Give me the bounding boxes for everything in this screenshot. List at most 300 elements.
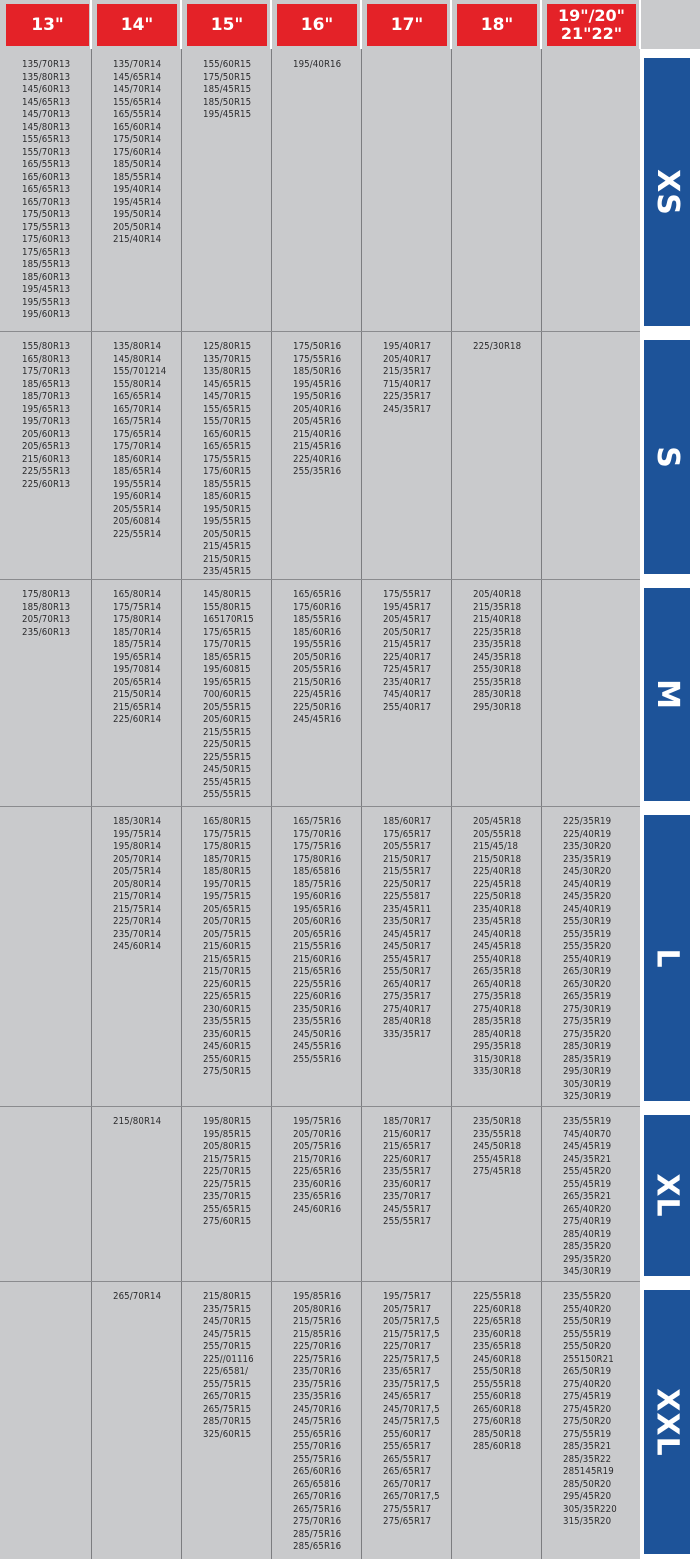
tire-size: 195/65R15 bbox=[203, 676, 252, 688]
header-divider bbox=[270, 0, 272, 49]
tire-size: 205/80R15 bbox=[203, 1141, 252, 1152]
tire-size: 215/60R16 bbox=[293, 953, 342, 965]
tire-size: 195/40R16 bbox=[293, 59, 342, 70]
column-divider bbox=[451, 49, 452, 1559]
tire-size: 225/40R17 bbox=[383, 651, 432, 663]
size-cell bbox=[293, 589, 341, 727]
column-header: 13" bbox=[6, 4, 89, 46]
size-label-text: XXL bbox=[649, 1387, 685, 1457]
tire-size: 185/70R17 bbox=[383, 1116, 432, 1127]
tire-size: 215/75R16 bbox=[293, 1316, 342, 1327]
tire-size: 325/60R15 bbox=[203, 1428, 252, 1440]
tire-size: 245/40R18 bbox=[473, 928, 522, 940]
tire-size: 245/75R16 bbox=[293, 1416, 342, 1427]
tire-size: 255/35R19 bbox=[563, 928, 612, 940]
tire-size: 195/75R17 bbox=[383, 1291, 432, 1302]
tire-size: 215/75R14 bbox=[113, 903, 162, 915]
tire-size: 245/45R18 bbox=[473, 941, 522, 952]
header-divider bbox=[450, 0, 452, 49]
header-divider bbox=[540, 0, 542, 49]
tire-size: 185/30R14 bbox=[113, 816, 162, 827]
tire-size: 245/70R17,5 bbox=[383, 1403, 440, 1415]
tire-size: 225/60R18 bbox=[473, 1303, 522, 1315]
tire-size: 175/50R15 bbox=[203, 71, 252, 83]
column-header: 16" bbox=[277, 4, 357, 46]
tire-size: 255/75R15 bbox=[203, 1378, 252, 1390]
tire-size: 245/75R15 bbox=[203, 1328, 252, 1340]
tire-size: 225/45R18 bbox=[473, 878, 522, 890]
tire-size: 195/75R16 bbox=[293, 1116, 342, 1127]
tire-size: 195/85R15 bbox=[203, 1128, 252, 1140]
size-cell bbox=[563, 1291, 617, 1529]
tire-size: 195/65R16 bbox=[293, 903, 342, 915]
tire-size: 225/75R17,5 bbox=[383, 1353, 440, 1365]
tire-size: 165/75R14 bbox=[113, 416, 162, 427]
tire-size: 285/50R18 bbox=[473, 1428, 522, 1440]
tire-size: 245/55R17 bbox=[383, 1203, 432, 1215]
tire-size: 145/70R13 bbox=[22, 109, 71, 120]
tire-size: 205/45R18 bbox=[473, 816, 522, 827]
size-cell bbox=[22, 589, 70, 639]
tire-size: 155/80R13 bbox=[22, 341, 71, 352]
size-cell bbox=[203, 59, 251, 122]
tire-size: 175/70R13 bbox=[22, 366, 71, 377]
tire-size: 265/35R18 bbox=[473, 966, 522, 977]
tire-size: 235/35R18 bbox=[473, 639, 522, 650]
tire-size: 285/30R18 bbox=[473, 689, 522, 700]
tire-size: 135/70R13 bbox=[22, 59, 71, 70]
tire-size: 255/55R15 bbox=[203, 789, 252, 800]
tire-size: 145/80R13 bbox=[22, 121, 71, 133]
tire-size: 175/70R15 bbox=[203, 639, 252, 650]
tire-size: 205/55R17 bbox=[383, 841, 432, 852]
tire-size: 155/701214 bbox=[113, 366, 167, 377]
tire-size: 175/80R15 bbox=[203, 841, 252, 852]
tire-size: 275/35R19 bbox=[563, 1016, 612, 1027]
tire-size: 255/45R17 bbox=[383, 953, 432, 965]
tire-size: 205/50R15 bbox=[203, 528, 252, 540]
size-cell bbox=[473, 816, 521, 1079]
tire-size: 265/35R21 bbox=[563, 1191, 612, 1202]
tire-size: 275/45R19 bbox=[563, 1391, 612, 1402]
header-divider bbox=[360, 0, 362, 49]
tire-size: 255/50R20 bbox=[563, 1341, 612, 1352]
tire-size: 295/30R18 bbox=[473, 701, 522, 713]
tire-size: 225/60R16 bbox=[293, 991, 342, 1002]
tire-size: 145/65R14 bbox=[113, 71, 162, 83]
tire-size: 255/70R16 bbox=[293, 1441, 342, 1452]
size-cell bbox=[293, 1291, 341, 1554]
tire-size: 215/80R15 bbox=[203, 1291, 252, 1302]
tire-size: 265/75R16 bbox=[293, 1503, 342, 1515]
tire-size: 215/80R14 bbox=[113, 1116, 162, 1127]
size-cell bbox=[473, 341, 521, 354]
tire-size: 215/60R17 bbox=[383, 1128, 432, 1140]
tire-size: 235/60R15 bbox=[203, 1028, 252, 1040]
tire-size: 315/30R18 bbox=[473, 1053, 522, 1065]
tire-size: 205/70R16 bbox=[293, 1128, 342, 1140]
tire-size: 195/55R16 bbox=[293, 639, 342, 650]
tire-size: 235/40R18 bbox=[473, 903, 522, 915]
tire-size: 195/80R15 bbox=[203, 1116, 252, 1127]
tire-size: 175/70R16 bbox=[293, 828, 342, 840]
tire-size: 205/55R18 bbox=[473, 828, 522, 840]
size-cell bbox=[563, 816, 611, 1104]
tire-size: 215/50R14 bbox=[113, 689, 162, 700]
tire-size: 265/50R19 bbox=[563, 1366, 612, 1377]
tire-size: 185/75R16 bbox=[293, 878, 342, 890]
tire-size: 215/55R17 bbox=[383, 866, 432, 877]
tire-size: 255/55R18 bbox=[473, 1378, 522, 1390]
tire-size: 245/50R15 bbox=[203, 764, 252, 775]
size-label-text: L bbox=[649, 947, 685, 969]
tire-size: 205/40R18 bbox=[473, 589, 522, 600]
tire-size: 235/70R14 bbox=[113, 928, 162, 940]
tire-size: 225/65R15 bbox=[203, 991, 252, 1002]
tire-size: 195/50R15 bbox=[203, 503, 252, 515]
tire-size: 275/70R16 bbox=[293, 1516, 342, 1527]
column-header: 19"/20" 21"22" bbox=[547, 4, 636, 46]
tire-size: 145/65R13 bbox=[22, 96, 71, 108]
tire-size: 145/80R14 bbox=[113, 353, 162, 365]
tire-size: 275/55R19 bbox=[563, 1428, 612, 1440]
tire-size: 195/50R16 bbox=[293, 391, 342, 402]
tire-size: 245/55R16 bbox=[293, 1041, 342, 1052]
tire-size: 235/70R16 bbox=[293, 1366, 342, 1377]
tire-size: 245/60R15 bbox=[203, 1041, 252, 1052]
tire-size: 175/75R14 bbox=[113, 601, 162, 613]
tire-size: 165170R15 bbox=[203, 614, 254, 625]
tire-size: 165/65R13 bbox=[22, 184, 71, 195]
tire-size: 215/65R15 bbox=[203, 953, 252, 965]
size-cell bbox=[113, 59, 161, 247]
tire-size: 215/55R16 bbox=[293, 941, 342, 952]
size-cell bbox=[22, 59, 70, 322]
tire-size: 235/60R18 bbox=[473, 1328, 522, 1340]
tire-size: 745/40R70 bbox=[563, 1128, 612, 1140]
tire-size: 205/55R16 bbox=[293, 664, 342, 675]
size-cell bbox=[383, 816, 431, 1041]
tire-size: 195/60R16 bbox=[293, 891, 342, 902]
tire-size: 305/35R220 bbox=[563, 1503, 617, 1515]
tire-size: 275/40R20 bbox=[563, 1378, 612, 1390]
tire-size: 215/55R15 bbox=[203, 726, 252, 738]
size-cell bbox=[113, 589, 161, 727]
tire-size: 215/40R16 bbox=[293, 428, 342, 440]
tire-size: 175/65R15 bbox=[203, 626, 252, 638]
tire-size: 275/60R18 bbox=[473, 1416, 522, 1427]
column-header: 17" bbox=[367, 4, 447, 46]
tire-size: 285/30R19 bbox=[563, 1041, 612, 1052]
tire-size: 215/45R17 bbox=[383, 639, 432, 650]
tire-size: 225/70R17 bbox=[383, 1341, 432, 1352]
column-header: 15" bbox=[187, 4, 267, 46]
tire-size: 235/75R16 bbox=[293, 1378, 342, 1390]
tire-size: 255/40R19 bbox=[563, 953, 612, 965]
tire-size: 315/35R20 bbox=[563, 1516, 612, 1527]
tire-size: 235/55R18 bbox=[473, 1128, 522, 1140]
tire-size: 145/70R15 bbox=[203, 391, 252, 402]
tire-size: 255/70R15 bbox=[203, 1341, 252, 1352]
tire-size: 145/65R15 bbox=[203, 378, 252, 390]
row-divider bbox=[0, 1281, 640, 1282]
size-label bbox=[644, 58, 690, 326]
tire-size: 195/45R15 bbox=[203, 109, 252, 120]
tire-size: 165/60R14 bbox=[113, 121, 162, 133]
tire-size: 225/65R18 bbox=[473, 1316, 522, 1327]
tire-size: 175/60R13 bbox=[22, 234, 71, 245]
size-cell bbox=[293, 1116, 341, 1216]
tire-size: 135/80R13 bbox=[22, 71, 71, 83]
tire-size: 215/70R15 bbox=[203, 966, 252, 977]
tire-size: 175/55R17 bbox=[383, 589, 432, 600]
tire-size: 235/55R17 bbox=[383, 1166, 432, 1177]
tire-size: 225/70R15 bbox=[203, 1166, 252, 1177]
tire-size: 215/65R17 bbox=[383, 1141, 432, 1152]
tire-size: 225/40R16 bbox=[293, 453, 342, 465]
tire-size: 245/70R15 bbox=[203, 1316, 252, 1327]
tire-size: 135/80R15 bbox=[203, 366, 252, 377]
tire-size: 265/60R16 bbox=[293, 1466, 342, 1477]
tire-size: 185/80R13 bbox=[22, 601, 71, 613]
tire-size: 195/65R13 bbox=[22, 403, 71, 415]
tire-size: 215/45R15 bbox=[203, 541, 252, 552]
tire-size: 265/65816 bbox=[293, 1478, 341, 1490]
tire-size: 265/70R17 bbox=[383, 1478, 432, 1490]
tire-size: 225/55R15 bbox=[203, 751, 252, 763]
tire-size: 285/40R19 bbox=[563, 1228, 612, 1240]
tire-size: 225/60R15 bbox=[203, 978, 252, 990]
tire-size: 275/60R15 bbox=[203, 1216, 252, 1227]
tire-size: 255/55R17 bbox=[383, 1216, 432, 1227]
tire-size: 165/55R14 bbox=[113, 109, 162, 120]
tire-size: 195/80R14 bbox=[113, 841, 162, 852]
tire-size: 255/55R19 bbox=[563, 1328, 612, 1340]
tire-size: 225/75R15 bbox=[203, 1178, 252, 1190]
tire-size: 285/35R22 bbox=[563, 1453, 612, 1465]
tire-size: 165/55R13 bbox=[22, 159, 71, 170]
tire-size: 295/30R19 bbox=[563, 1066, 612, 1077]
tire-size: 195/45R16 bbox=[293, 378, 342, 390]
tire-size: 195/70R15 bbox=[203, 878, 252, 890]
tire-size: 215/60R13 bbox=[22, 453, 71, 465]
size-cell bbox=[293, 816, 341, 1066]
tire-size: 275/45R18 bbox=[473, 1166, 522, 1177]
tire-size: 195/70R13 bbox=[22, 416, 71, 427]
size-label-text: S bbox=[649, 445, 685, 469]
size-cell bbox=[293, 59, 341, 72]
tire-size: 235/75R15 bbox=[203, 1303, 252, 1315]
size-cell bbox=[113, 341, 166, 541]
tire-size: 265/40R20 bbox=[563, 1203, 612, 1215]
tire-size: 285/35R18 bbox=[473, 1016, 522, 1027]
tire-size: 205/75R15 bbox=[203, 928, 252, 940]
tire-size: 245/35R21 bbox=[563, 1153, 612, 1165]
tire-size: 185/55R16 bbox=[293, 614, 342, 625]
size-label bbox=[644, 340, 690, 574]
tire-size: 205/70R15 bbox=[203, 916, 252, 927]
tire-size: 265/75R15 bbox=[203, 1403, 252, 1415]
size-label bbox=[644, 1115, 690, 1276]
tire-size: 255/40R18 bbox=[473, 953, 522, 965]
tire-size: 155/80R14 bbox=[113, 378, 162, 390]
tire-size: 175/55R16 bbox=[293, 353, 342, 365]
tire-size: 185/75R14 bbox=[113, 639, 162, 650]
tire-size: 205/50R14 bbox=[113, 221, 162, 233]
tire-size: 285/35R21 bbox=[563, 1441, 612, 1452]
tire-size: 285/50R20 bbox=[563, 1478, 612, 1490]
tire-size: 235/40R17 bbox=[383, 676, 432, 688]
tire-size: 325/30R19 bbox=[563, 1091, 612, 1102]
tire-size: 195/55R15 bbox=[203, 516, 252, 527]
tire-size: 155/65R14 bbox=[113, 96, 162, 108]
tire-size: 175/70R14 bbox=[113, 441, 162, 452]
tire-size: 195/60815 bbox=[203, 664, 251, 675]
tire-size: 195/40R14 bbox=[113, 184, 162, 195]
tire-size: 235/35R16 bbox=[293, 1391, 342, 1402]
tire-size: 185/50R15 bbox=[203, 96, 252, 108]
tire-size: 185/60R17 bbox=[383, 816, 432, 827]
tire-size: 175/55R15 bbox=[203, 453, 252, 465]
tire-size: 185/50R16 bbox=[293, 366, 342, 377]
tire-size: 225/40R19 bbox=[563, 828, 612, 840]
tire-size: 215/50R16 bbox=[293, 676, 342, 688]
size-label-text: XS bbox=[649, 168, 685, 216]
size-label bbox=[644, 815, 690, 1101]
tire-size: 215/35R17 bbox=[383, 366, 432, 377]
tire-size: 255/55R16 bbox=[293, 1053, 342, 1065]
tire-size: 185/45R15 bbox=[203, 84, 252, 95]
tire-size: 225//01116 bbox=[203, 1353, 254, 1365]
tire-size: 205/80R14 bbox=[113, 878, 162, 890]
tire-size: 265/30R20 bbox=[563, 978, 612, 990]
tire-size: 265/70R16 bbox=[293, 1491, 342, 1502]
tire-size: 245/50R18 bbox=[473, 1141, 522, 1152]
tire-size: 205/75R16 bbox=[293, 1141, 342, 1152]
tire-size: 235/60R17 bbox=[383, 1178, 432, 1190]
tire-size: 225/60R13 bbox=[22, 478, 71, 490]
tire-size: 235/70R15 bbox=[203, 1191, 252, 1202]
tire-size: 185/55R13 bbox=[22, 259, 71, 270]
tire-size: 285/75R16 bbox=[293, 1528, 342, 1540]
tire-size: 285145R19 bbox=[563, 1466, 614, 1477]
tire-size: 275/40R17 bbox=[383, 1003, 432, 1015]
tire-size: 255150R21 bbox=[563, 1353, 614, 1365]
tire-size: 205/40R17 bbox=[383, 353, 432, 365]
tire-size: 185/65R13 bbox=[22, 378, 71, 390]
column-divider bbox=[361, 49, 362, 1559]
tire-size: 165/70R14 bbox=[113, 403, 162, 415]
tire-size: 725/45R17 bbox=[383, 664, 432, 675]
tire-size: 255/40R20 bbox=[563, 1303, 612, 1315]
tire-size: 195/45R17 bbox=[383, 601, 432, 613]
tire-size: 135/70R15 bbox=[203, 353, 252, 365]
tire-size: 275/35R18 bbox=[473, 991, 522, 1002]
tire-size: 255/65R15 bbox=[203, 1203, 252, 1215]
tire-size: 235/55R15 bbox=[203, 1016, 252, 1027]
tire-size: 255/45R20 bbox=[563, 1166, 612, 1177]
column-divider bbox=[541, 49, 542, 1559]
tire-size: 285/35R20 bbox=[563, 1241, 612, 1252]
tire-size: 275/65R17 bbox=[383, 1516, 432, 1527]
tire-size: 195/45R13 bbox=[22, 284, 71, 295]
size-label-text: M bbox=[649, 679, 685, 710]
size-label-text: XL bbox=[649, 1173, 685, 1218]
tire-size: 175/80R16 bbox=[293, 853, 342, 865]
size-cell bbox=[113, 1116, 161, 1129]
tire-size: 175/65R13 bbox=[22, 246, 71, 258]
tire-size: 295/45R20 bbox=[563, 1491, 612, 1502]
tire-size: 285/35R19 bbox=[563, 1053, 612, 1065]
tire-size: 225/6581/ bbox=[203, 1366, 249, 1377]
tire-size: 265/60R18 bbox=[473, 1403, 522, 1415]
tire-size: 215/35R18 bbox=[473, 601, 522, 613]
tire-size: 235/70R17 bbox=[383, 1191, 432, 1202]
tire-size: 215/50R18 bbox=[473, 853, 522, 865]
tire-size: 275/55R17 bbox=[383, 1503, 432, 1515]
tire-size: 205/65R14 bbox=[113, 676, 162, 688]
tire-size: 215/60R15 bbox=[203, 941, 252, 952]
tire-size: 215/40R14 bbox=[113, 234, 162, 245]
tire-size: 225/55R16 bbox=[293, 978, 342, 990]
tire-size: 335/30R18 bbox=[473, 1066, 522, 1077]
tire-size: 255/35R18 bbox=[473, 676, 522, 688]
column-header: 14" bbox=[97, 4, 177, 46]
tire-size: 245/50R17 bbox=[383, 941, 432, 952]
tire-size: 255/35R20 bbox=[563, 941, 612, 952]
tire-size: 215/75R17,5 bbox=[383, 1328, 440, 1340]
tire-size: 195/60R14 bbox=[113, 491, 162, 502]
tire-size: 335/35R17 bbox=[383, 1028, 432, 1040]
size-label bbox=[644, 1290, 690, 1554]
tire-size: 245/45R17 bbox=[383, 928, 432, 940]
column-header: 18" bbox=[457, 4, 537, 46]
tire-size: 175/50R13 bbox=[22, 209, 71, 220]
tire-size: 185/70R15 bbox=[203, 853, 252, 865]
tire-size: 265/70R14 bbox=[113, 1291, 162, 1302]
tire-size: 205/75R14 bbox=[113, 866, 162, 877]
tire-size: 195/75R14 bbox=[113, 828, 162, 840]
tire-size: 255/45R18 bbox=[473, 1153, 522, 1165]
tire-size: 205/55R14 bbox=[113, 503, 162, 515]
tire-size: 155/80R15 bbox=[203, 601, 252, 613]
tire-size: 185/55R15 bbox=[203, 478, 252, 490]
tire-size: 255/45R19 bbox=[563, 1178, 612, 1190]
tire-size: 175/65R14 bbox=[113, 428, 162, 440]
size-cell bbox=[113, 816, 161, 954]
tire-size: 175/80R13 bbox=[22, 589, 71, 600]
tire-size: 195/40R17 bbox=[383, 341, 432, 352]
tire-size: 225/50R18 bbox=[473, 891, 522, 902]
tire-size: 295/35R18 bbox=[473, 1041, 522, 1052]
tire-size: 285/40R18 bbox=[473, 1028, 522, 1040]
tire-size: 215/65R16 bbox=[293, 966, 342, 977]
tire-size: 245/30R20 bbox=[563, 866, 612, 877]
tire-size: 265/40R17 bbox=[383, 978, 432, 990]
column-divider bbox=[271, 49, 272, 1559]
tire-size: 245/50R16 bbox=[293, 1028, 342, 1040]
tire-size: 295/35R20 bbox=[563, 1253, 612, 1265]
tire-size: 255/60R18 bbox=[473, 1391, 522, 1402]
tire-size: 265/35R19 bbox=[563, 991, 612, 1002]
tire-size: 255/35R16 bbox=[293, 466, 342, 477]
tire-size: 255/60R17 bbox=[383, 1428, 432, 1440]
tire-size: 235/50R17 bbox=[383, 916, 432, 927]
tire-size: 235/45R11 bbox=[383, 903, 432, 915]
tire-size: 265/55R17 bbox=[383, 1453, 432, 1465]
tire-size: 265/70R17,5 bbox=[383, 1491, 440, 1502]
tire-size: 165/60R15 bbox=[203, 428, 252, 440]
